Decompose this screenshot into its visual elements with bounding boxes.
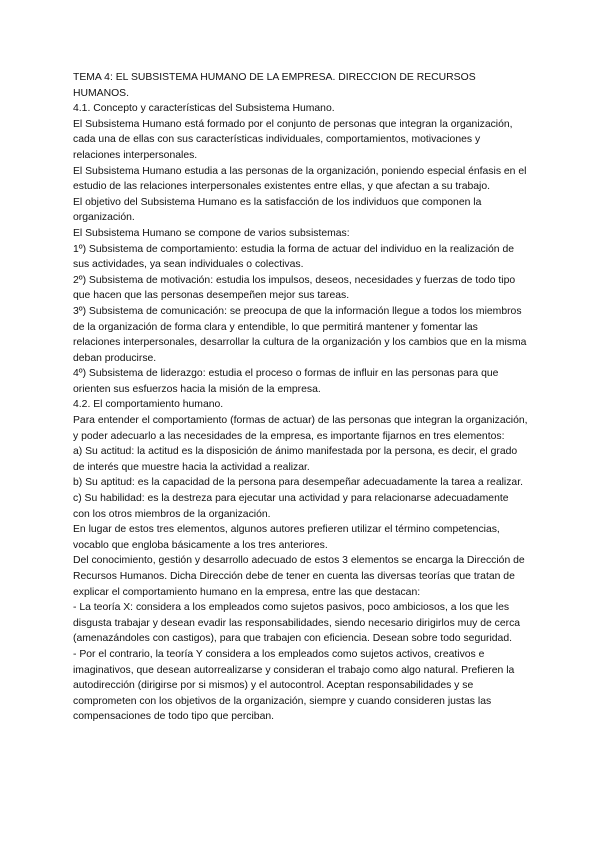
list-item-habilidad: c) Su habilidad: es la destreza para ejecutar una actividad y para relacionarse adecuadamente con los otros miembros de la organización. [73, 493, 509, 520]
list-item-subsystem-3: 3º) Subsistema de comunicación: se preocupa de que la información llegue a todos los miembros de la organización de forma clara y entendible, lo que permitirá mantener y fomentar las relaciones interpersonales, desarrollar la cultura de la organización y los cambios que en la misma deban producirse. [73, 305, 527, 364]
paragraph: El Subsistema Humano está formado por el conjunto de personas que integran la organización, cada una de ellas con sus características individuales, comportamientos, motivaciones y relaciones interpersonales. [73, 118, 513, 161]
section-heading-4-2: 4.2. El comportamiento humano. [73, 399, 224, 411]
paragraph: En lugar de estos tres elementos, algunos autores prefieren utilizar el término competencias, vocablo que engloba básicamente a los tres anteriores. [73, 524, 500, 551]
list-item-actitud: a) Su actitud: la actitud es la disposición de ánimo manifestada por la persona, es decir, el grado de interés que muestre hacia la actividad a realizar. [73, 446, 518, 473]
document-title: TEMA 4: EL SUBSISTEMA HUMANO DE LA EMPRESA. DIRECCION DE RECURSOS HUMANOS. [73, 72, 476, 99]
document-body [73, 70, 528, 725]
list-item-subsystem-1: 1º) Subsistema de comportamiento: estudia la forma de actuar del individuo en la realización de sus actividades, ya sean individuales o colectivas. [73, 243, 515, 271]
list-item-subsystem-2: 2º) Subsistema de motivación: estudia los impulsos, deseos, necesidades y fuerzas de todo tipo que hacen que las personas desempeñen mejor sus tareas. [73, 274, 516, 302]
list-item-subsystem-4: 4º) Subsistema de liderazgo: estudia el proceso o formas de influir en las personas para que orienten sus esfuerzos hacia la misión de la empresa. [73, 368, 499, 395]
section-heading-4-1: 4.1. Concepto y características del Subsistema Humano. [73, 103, 335, 115]
paragraph: El Subsistema Humano se compone de varios subsistemas: [73, 227, 350, 239]
list-item-aptitud: b) Su aptitud: es la capacidad de la persona para desempeñar adecuadamente la tarea a realizar. [73, 477, 523, 489]
paragraph: El Subsistema Humano estudia a las personas de la organización, poniendo especial énfasis en el estudio de las relaciones interpersonales existentes entre ellas, y que afectan a su trabajo. [73, 165, 527, 193]
paragraph: Para entender el comportamiento (formas de actuar) de las personas que integran la organización, y poder adecuarlo a las necesidades de la empresa, es importante fijarnos en tres elementos: [73, 415, 528, 442]
list-item-teoria-y: - Por el contrario, la teoría Y considera a los empleados como sujetos activos, creativos e imaginativos, que desean autorrealizarse y consideran el trabajo como algo natural. Prefieren la autodirección (dirigirse por si mismos) y el autocontrol. Aceptan responsabilidades y se comprometen con los objetivos de la organización, siempre y cuando consideren justas las compensaciones de todo tipo que perciban. [73, 648, 515, 723]
paragraph: Del conocimiento, gestión y desarrollo adecuado de estos 3 elementos se encarga la Dirección de Recursos Humanos. Dicha Dirección debe de tener en cuenta las diversas teorías que tratan de explicar el comportamiento humano en la empresa, entre las que destacan: [73, 555, 525, 598]
paragraph: El objetivo del Subsistema Humano es la satisfacción de los individuos que componen la organización. [73, 196, 482, 224]
list-item-teoria-x: - La teoría X: considera a los empleados como sujetos pasivos, poco ambiciosos, a los que les disgusta trabajar y desean evadir las responsabilidades, siendo necesario dirigirlos muy de cerca (amenazándoles con castigos), para que trabajen con eficiencia. Desean sobre todo seguridad. [73, 602, 521, 645]
